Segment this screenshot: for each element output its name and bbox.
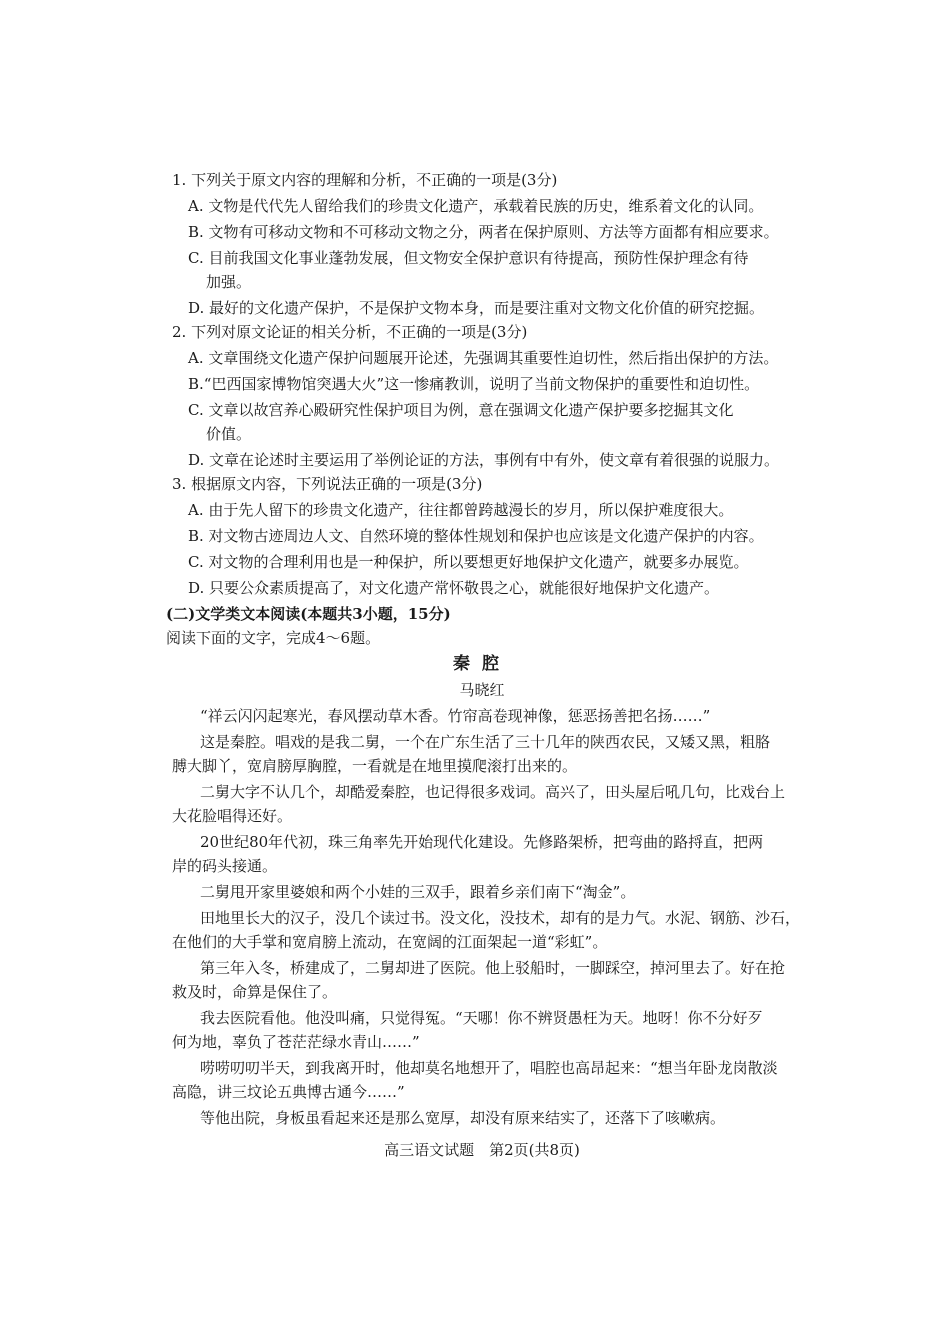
question-1-option-d: D. 最好的文化遗产保护，不是保护文物本身，而是要注重对文物文化价值的研究挖掘。 — [188, 299, 765, 317]
story-line: 我去医院看他。他没叫痛，只觉得冤。“天哪！你不辨贤愚枉为天。地呀！你不分好歹 — [200, 1009, 763, 1027]
story-line: 20世纪80年代初，珠三角率先开始现代化建设。先修路架桥，把弯曲的路捋直，把两 — [200, 833, 764, 851]
story-line: 二舅大字不认几个，却酷爱秦腔，也记得很多戏词。高兴了，田头屋后吼几句，比戏台上 — [200, 783, 786, 801]
story-line: 何为地，辜负了苍茫茫绿水青山……” — [172, 1033, 420, 1051]
question-1-option-a: A. 文物是代代先人留给我们的珍贵文化遗产，承载着民族的历史，维系着文化的认同。 — [188, 197, 764, 215]
story-line: 高隐，讲三坟论五典博古通今……” — [172, 1083, 405, 1101]
story-line: 在他们的大手掌和宽肩膀上流动，在宽阔的江面架起一道“彩虹”。 — [172, 933, 608, 951]
story-line: 唠唠叨叨半天，到我离开时，他却莫名地想开了，唱腔也高昂起来：“想当年卧龙岗散淡 — [200, 1059, 778, 1077]
question-3-stem: 3. 根据原文内容，下列说法正确的一项是(3分) — [172, 475, 483, 493]
question-1-option-b: B. 文物有可移动文物和不可移动文物之分，两者在保护原则、方法等方面都有相应要求。 — [188, 223, 779, 241]
story-line: 二舅甩开家里婆娘和两个小娃的三双手，跟着乡亲们南下“淘金”。 — [200, 883, 636, 901]
story-author: 马晓红 — [459, 681, 505, 699]
story-line: 这是秦腔。唱戏的是我二舅，一个在广东生活了三十几年的陕西农民，又矮又黑，粗胳 — [200, 733, 771, 751]
question-2-option-c-cont: 价值。 — [206, 425, 252, 443]
section-2-instruction: 阅读下面的文字，完成4～6题。 — [166, 629, 381, 647]
question-2-option-c: C. 文章以故宫养心殿研究性保护项目为例，意在强调文化遗产保护要多挖掘其文化 — [188, 401, 734, 419]
page-footer: 高三语文试题 第2页(共8页) — [384, 1141, 580, 1159]
question-2-option-d: D. 文章在论述时主要运用了举例论证的方法，事例有中有外，使文章有着很强的说服力。 — [188, 451, 780, 469]
story-line: 等他出院，身板虽看起来还是那么宽厚，却没有原来结实了，还落下了咳嗽病。 — [200, 1109, 726, 1127]
question-2-option-a: A. 文章围绕文化遗产保护问题展开论述，先强调其重要性迫切性，然后指出保护的方法。 — [188, 349, 779, 367]
story-line: 大花脸唱得还好。 — [172, 807, 293, 825]
story-line: 岸的码头接通。 — [172, 857, 278, 875]
question-3-option-b: B. 对文物古迹周边人文、自然环境的整体性规划和保护也应该是文化遗产保护的内容。 — [188, 527, 764, 545]
story-line: 救及时，命算是保住了。 — [172, 983, 338, 1001]
story-line: “祥云闪闪起寒光，春风摆动草木香。竹帘高卷现神像，惩恶扬善把名扬……” — [200, 707, 711, 725]
question-3-option-c: C. 对文物的合理利用也是一种保护，所以要想更好地保护文化遗产，就要多办展览。 — [188, 553, 749, 571]
story-line: 膊大脚丫，宽肩膀厚胸膛，一看就是在地里摸爬滚打出来的。 — [172, 757, 578, 775]
question-1-stem: 1. 下列关于原文内容的理解和分析，不正确的一项是(3分) — [172, 171, 558, 189]
story-title: 秦腔 — [453, 654, 511, 674]
story-line: 第三年入冬，桥建成了，二舅却进了医院。他上驳船时，一脚踩空，掉河里去了。好在抢 — [200, 959, 786, 977]
question-2-stem: 2. 下列对原文论证的相关分析，不正确的一项是(3分) — [172, 323, 528, 341]
section-2-heading: (二)文学类文本阅读(本题共3小题，15分) — [166, 605, 451, 623]
question-3-option-d: D. 只要公众素质提高了，对文化遗产常怀敬畏之心，就能很好地保护文化遗产。 — [188, 579, 720, 597]
question-1-option-c-cont: 加强。 — [206, 273, 252, 291]
story-line: 田地里长大的汉子，没几个读过书。没文化，没技术，却有的是力气。水泥、钢筋、沙石， — [200, 909, 801, 927]
question-3-option-a: A. 由于先人留下的珍贵文化遗产，往往都曾跨越漫长的岁月，所以保护难度很大。 — [188, 501, 734, 519]
question-1-option-c: C. 目前我国文化事业蓬勃发展，但文物安全保护意识有待提高，预防性保护理念有待 — [188, 249, 749, 267]
question-2-option-b: B.“巴西国家博物馆突遇大火”这一惨痛教训，说明了当前文物保护的重要性和迫切性。 — [188, 375, 760, 393]
